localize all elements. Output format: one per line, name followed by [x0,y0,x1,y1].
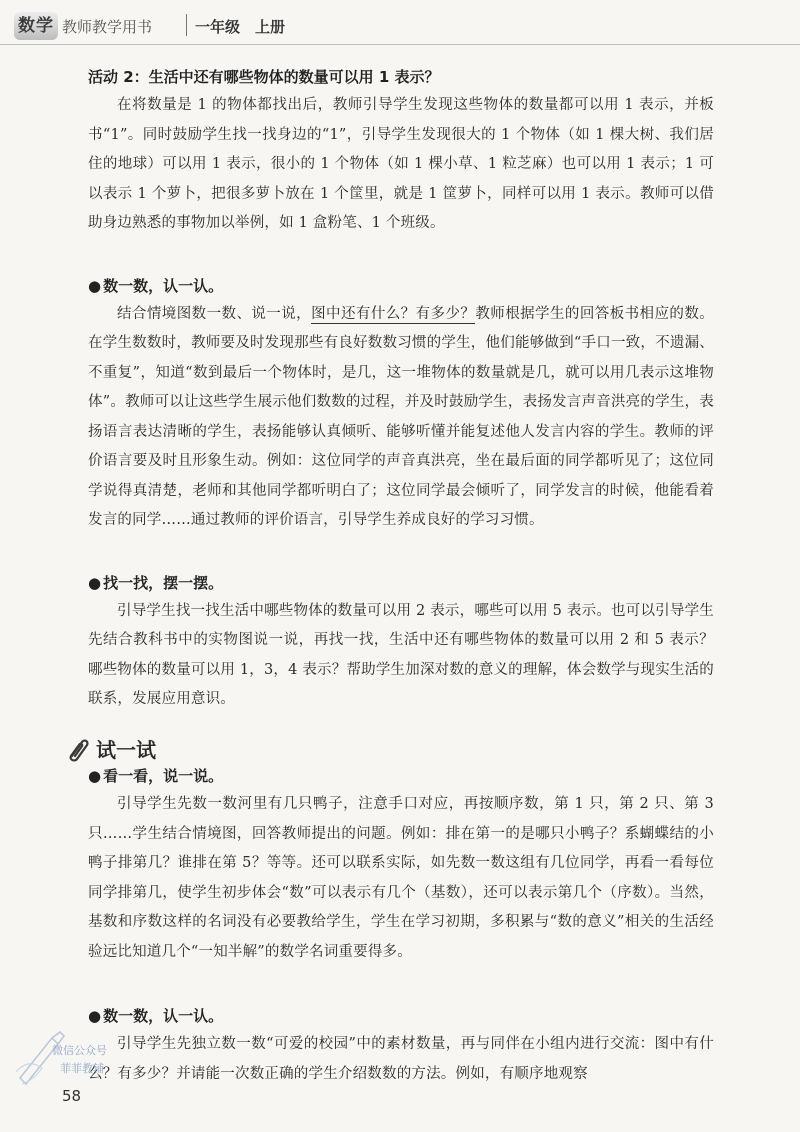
book-title: 教师教学用书 [62,18,153,36]
look-title: 看一看，说一说。 [103,767,224,785]
count1-title: 数一数，认一认。 [103,276,224,295]
grade-label: 一年级 上册 [195,18,286,36]
watermark-line1: 微信公众号 [52,1044,107,1057]
try-section-title: 试一试 [96,738,156,762]
bullet-icon: ● [88,573,102,592]
find-heading [88,572,714,593]
header-separator [186,14,187,36]
bullet-icon: ● [88,276,102,295]
count1-text-before: 结合情境图数一数、说一说， [117,305,312,322]
watermark [12,1028,132,1088]
page-number: 58 [62,1087,82,1105]
count2-heading [88,1005,714,1026]
main-content [88,66,714,715]
paperclip-icon [64,736,92,762]
find-title: 找一找，摆一摆。 [103,573,224,592]
find-paragraph: 引导学生找一找生活中哪些物体的数量可以用 2 表示，哪些可以用 5 表示。也可以引导学生先结合教科书中的实物图说一说，再找一找，生活中还有哪些物体的数量可以用 2 和 5 表示？哪些物体的数量可以用 1，3，4 表示？帮助学生加深对数的意义的理解，体会数学与现实生活的联系，发展应用意识。 [88,602,714,707]
count1-underlined-question: 图中还有什么？有多少？ [311,305,476,322]
count2-title: 数一数，认一认。 [103,1007,224,1025]
count1-text-after: 教师根据学生的回答板书相应的数。在学生数数时，教师要及时发现那些有良好数数习惯的学生，他们能够做到“手口一致，不遗漏、不重复”，知道“数到最后一个物体时，是几，这一堆物体的数量就是几，就可以用几表示这堆物体”。教师可以让这些学生展示他们数数的过程，并及时鼓励学生，表扬发言声音洪亮的学生，表扬语言表达清晰的学生，表扬能够认真倾听、能够听懂并能复述他人发言内容的学生。教师的评价语言要及时且形象生动。例如：这位同学的声音真洪亮，坐在最后面的同学都听见了；这位同学说得真清楚，老师和其他同学都听明白了；这位同学最会倾听了，同学发言的时候，他能看着发言的同学……通过教师的评价语言，引导学生养成良好的学习习惯。 [88,305,714,528]
activity2-paragraph: 在将数量是 1 的物体都找出后，教师引导学生发现这些物体的数量都可以用 1 表示，并板书“1”。同时鼓励学生找一找身边的“1”，引导学生发现很大的 1 个物体（如 1 棵大树、我们居住的地球）可以用 1 表示，很小的 1 个物体（如 1 棵小草、1 粒芝麻）也可以用 1 表示；1 可以表示 1 个萝卜，把很多萝卜放在 1 个筐里，就是 1 筐萝卜，同样可以用 1 表示。教师可以借助身边熟悉的事物加以举例，如 1 盒粉笔、1 个班级。 [88,97,714,231]
header-rule [0,44,800,45]
count2-paragraph: 引导学生先独立数一数“可爱的校园”中的素材数量，再与同伴在小组内进行交流：图中有什么？有多少？并请能一次数正确的学生介绍数数的方法。例如，有顺序地观察 [88,1036,714,1082]
subject-logo: 数学 [14,12,58,40]
activity2-heading: 活动 2：生活中还有哪些物体的数量可以用 1 表示？ [88,68,440,86]
try-section-heading [64,734,156,763]
count1-paragraph [88,300,714,536]
bullet-icon: ● [88,767,102,785]
count1-heading [88,275,714,296]
try-section-content [88,765,714,1089]
bullet-icon: ● [88,1007,102,1025]
look-paragraph: 引导学生先数一数河里有几只鸭子，注意手口对应，再按顺序数，第 1 只，第 2 只、第 3 只……学生结合情境图，回答教师提出的问题。例如：排在第一的是哪只小鸭子？系蝴蝶结的小鸭子排第几？谁排在第 5？等等。还可以联系实际，如先数一数这组有几位同学，再看一看每位同学排第几，使学生初步体会“数”可以表示有几个（基数），还可以表示第几个（序数）。当然，基数和序数这样的名词没有必要教给学生，学生在学习初期，多积累与“数的意义”相关的生活经验远比知道几个“一知半解”的数学名词重要得多。 [88,796,714,960]
look-heading [88,765,714,786]
watermark-line2: 菲菲教辅 [60,1062,104,1075]
page-header [0,0,800,46]
pen-icon [12,1028,72,1088]
